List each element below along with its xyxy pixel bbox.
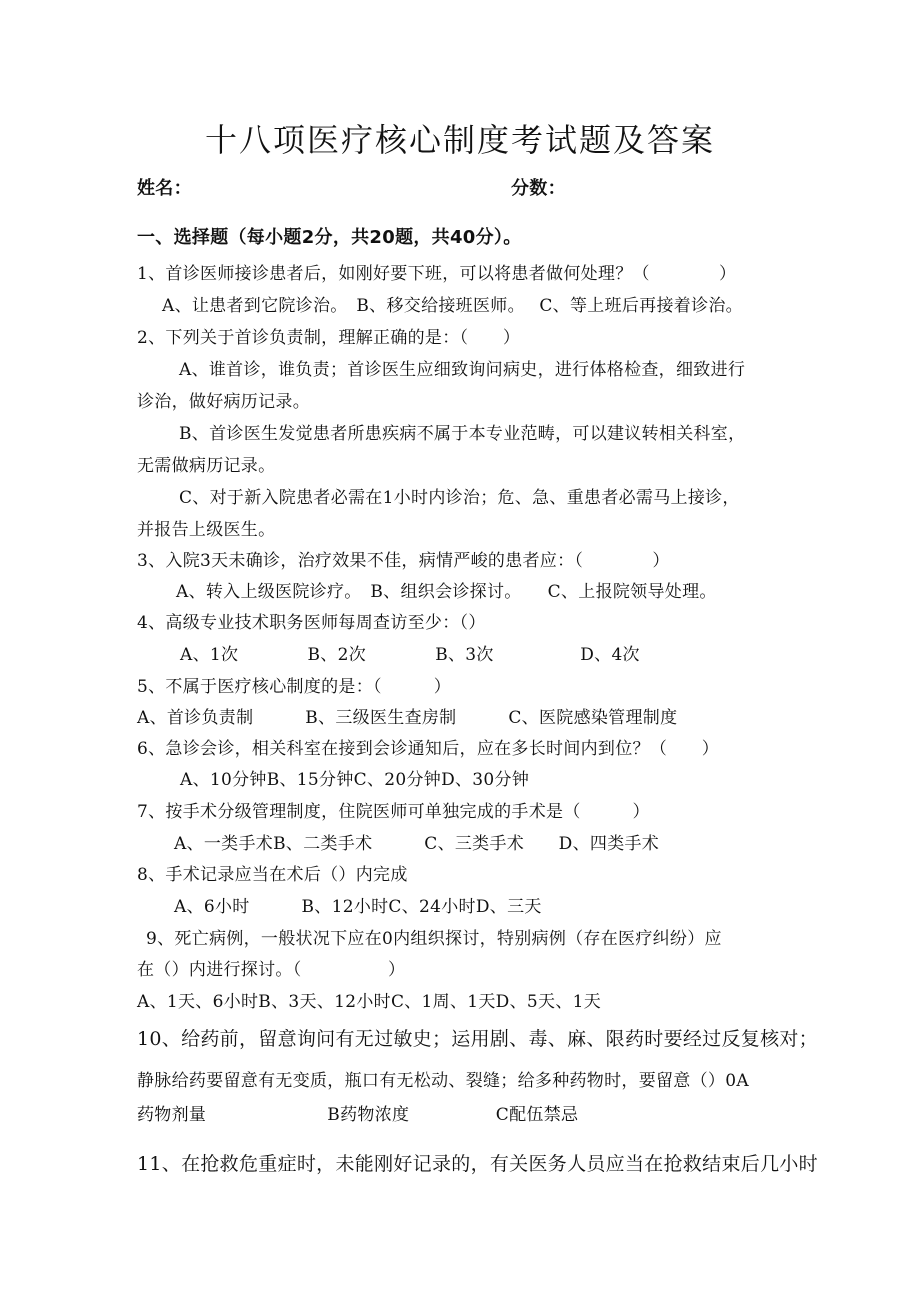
question-9-options: A、1天、6小时B、3天、12小时C、1周、1天D、5天、1天 — [137, 992, 602, 1012]
question-10-stem-line2: 静脉给药要留意有无变质，瓶口有无松动、裂缝；给多种药物时，要留意（）0A — [137, 1071, 749, 1091]
question-9-stem-line1: 9、死亡病例，一般状况下应在0内组织探讨，特别病例（存在医疗纠纷）应 — [146, 929, 722, 949]
question-9-stem-line2: 在（）内进行探讨。（ ） — [137, 960, 406, 980]
question-4-options: A、1次 B、2次 B、3次 D、4次 — [180, 645, 640, 665]
question-1-options: A、让患者到它院诊治。 B、移交给接班医师。 C、等上班后再接着诊治。 — [162, 296, 743, 316]
question-5-stem: 5、不属于医疗核心制度的是：（ ） — [137, 677, 452, 697]
question-10-stem-line1: 10、给药前，留意询问有无过敏史；运用剧、毒、麻、限药时要经过反复核对； — [137, 1028, 818, 1050]
question-2-option-a-line2: 诊治，做好病历记录。 — [137, 392, 310, 412]
name-label: 姓名： — [137, 178, 192, 199]
question-6-stem: 6、急诊会诊，相关科室在接到会诊通知后，应在多长时间内到位？（ ） — [137, 739, 720, 759]
question-2-stem: 2、下列关于首诊负责制，理解正确的是：（ ） — [137, 328, 521, 348]
question-5-options: A、首诊负责制 B、三级医生查房制 C、医院感染管理制度 — [137, 708, 678, 728]
question-2-option-a-line1: A、谁首诊，谁负责；首诊医生应细致询问病史，进行体格检查，细致进行 — [179, 360, 746, 380]
question-6-options: A、10分钟B、15分钟C、20分钟D、30分钟 — [180, 770, 530, 790]
question-7-stem: 7、按手术分级管理制度，住院医师可单独完成的手术是（ ） — [137, 802, 650, 822]
question-4-stem: 4、高级专业技术职务医师每周查访至少：（） — [137, 613, 486, 633]
question-10-options: 药物剂量 B药物浓度 C配伍禁忌 — [137, 1105, 579, 1125]
question-8-options: A、6小时 B、12小时C、24小时D、三天 — [174, 897, 542, 917]
question-8-stem: 8、手术记录应当在术后（）内完成 — [137, 865, 408, 885]
question-2-option-c-line2: 并报告上级医生。 — [137, 520, 276, 540]
question-2-option-b-line1: B、首诊医生发觉患者所患疾病不属于本专业范畴，可以建议转相关科室， — [179, 424, 746, 444]
question-2-option-c-line1: C、对于新入院患者必需在1小时内诊治；危、急、重患者必需马上接诊， — [179, 488, 740, 508]
question-1-stem: 1、首诊医师接诊患者后，如刚好要下班，可以将患者做何处理？（ ） — [137, 264, 737, 284]
question-3-stem: 3、入院3天未确诊，治疗效果不佳，病情严峻的患者应：（ ） — [137, 551, 670, 571]
question-3-options: A、转入上级医院诊疗。 B、组织会诊探讨。 C、上报院领导处理。 — [176, 582, 717, 602]
score-label: 分数： — [511, 178, 566, 199]
question-7-options: A、一类手术B、二类手术 C、三类手术 D、四类手术 — [174, 834, 660, 854]
question-11-stem-line1: 11、在抢救危重症时，未能刚好记录的，有关医务人员应当在抢救结束后几小时 — [137, 1153, 818, 1175]
section-heading: 一、选择题（每小题2分，共20题，共40分）。 — [137, 227, 522, 248]
document-title: 十八项医疗核心制度考试题及答案 — [204, 121, 715, 159]
question-2-option-b-line2: 无需做病历记录。 — [137, 456, 276, 476]
